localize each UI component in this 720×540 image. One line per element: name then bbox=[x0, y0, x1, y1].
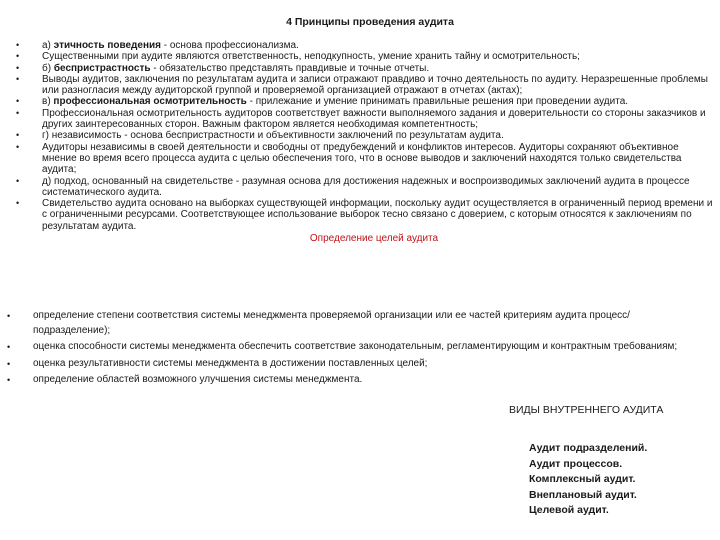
page-title: 4 Принципы проведения аудита bbox=[286, 16, 454, 28]
principles-list bbox=[14, 40, 714, 244]
list-item: • Выводы аудитов, заключения по результатам аудита и записи отражают правдиво и точно деятельность по аудиту. Неразрешенные проблемы или разногласия между аудиторской группой и проверяемой организацией отражают в отчетах (актах); bbox=[14, 74, 714, 97]
goals-list bbox=[5, 309, 705, 390]
list-item: Внеплановый аудит. bbox=[529, 488, 637, 501]
goals-heading: Определение целей аудита bbox=[309, 233, 439, 245]
list-item: • в) профессиональная осмотрительность - прилежание и умение принимать правильные решения при проведении аудита. bbox=[14, 96, 714, 107]
list-item: • Профессиональная осмотрительность аудиторов соответствует важности выполняемого задания и доверительности со стороны заказчиков и других заинтересованных сторон. Важным фактором является необходимая компетентность; bbox=[14, 108, 714, 131]
list-item: • д) подход, основанный на свидетельстве - разумная основа для достижения надежных и воспроизводимых заключений аудита в процессе систематического аудита. bbox=[14, 176, 714, 199]
list-item: • а) этичность поведения - основа профессионализма. bbox=[14, 40, 714, 51]
list-item: Комплексный аудит. bbox=[529, 473, 636, 485]
list-item: • оценка способности системы менеджмента обеспечить соответствие законодательным, регламентирующим и контрактным требованиям; bbox=[5, 340, 705, 355]
list-item: Аудит процессов. bbox=[529, 457, 623, 470]
list-item: Аудит подразделений. bbox=[529, 442, 648, 454]
list-item: • б) беспристрастность - обязательство представлять правдивые и точные отчеты. bbox=[14, 63, 714, 74]
list-item: • Свидетельство аудита основано на выборках существующей информации, поскольку аудит осуществляется в ограниченный период времени и с ограниченными ресурсами. Соответствующее использование выборок тесно связано с доверием, с которым относятся к заключениям по результатам аудита. bbox=[14, 198, 714, 232]
list-item: • г) независимость - основа беспристрастности и объективности заключений по результатам аудита. bbox=[14, 130, 714, 141]
list-item: • определение степени соответствия системы менеджмента проверяемой организации или ее частей критериям аудита процесс/подразделение); bbox=[5, 309, 705, 338]
audit-types-list bbox=[529, 441, 647, 519]
list-item: • определение областей возможного улучшения системы менеджмента. bbox=[5, 373, 705, 388]
audit-types-heading: ВИДЫ ВНУТРЕННЕГО АУДИТА bbox=[509, 404, 664, 416]
list-item: • Аудиторы независимы в своей деятельности и свободны от предубеждений и конфликтов интересов. Аудиторы сохраняют объективное мнение во время всего процесса аудита с целью обеспечения того, что в основе выводов и заключений находятся только свидетельства аудита; bbox=[14, 142, 714, 176]
list-item: Целевой аудит. bbox=[529, 504, 609, 516]
list-item: • оценка результативности системы менеджмента в достижении поставленных целей; bbox=[5, 357, 705, 372]
list-item: • Существенными при аудите являются ответственность, неподкупность, умение хранить тайну и осмотрительность; bbox=[14, 51, 714, 62]
